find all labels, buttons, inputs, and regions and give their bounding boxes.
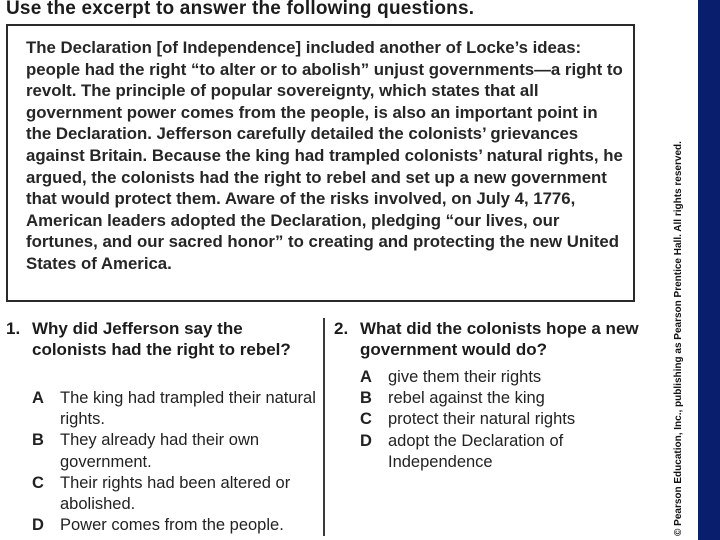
excerpt-box [6,24,635,302]
choice-letter: A [360,368,372,386]
question-2-text: What did the colonists hope a new government would do? [360,319,639,359]
choice-letter: B [360,389,372,408]
choice-1a [32,388,322,430]
choice-letter: D [32,516,44,535]
question-2 [334,318,654,360]
column-divider [323,318,325,536]
choice-1b [32,430,322,472]
question-1-choices [32,388,322,536]
choice-text: Their rights had been altered or abolished. [60,473,291,514]
choice-text: protect their natural rights [388,410,576,429]
question-1 [6,318,306,360]
question-1-number: 1. [6,319,21,338]
choice-letter: B [32,431,44,450]
choice-1c [32,473,322,515]
choice-letter: C [32,473,44,492]
choice-2d [360,431,660,473]
choice-text: They already had their own government. [60,431,260,471]
choice-text: The king had trampled their natural rights. [60,389,316,429]
choice-text: adopt the Declaration of Independence [388,431,564,471]
choice-2a [360,367,660,388]
choice-letter: C [360,410,372,429]
question-2-number: 2. [334,319,349,338]
choice-text: give them their rights [388,368,542,386]
choice-text: Power comes from the people. [60,516,284,535]
choice-2c [360,409,660,430]
choice-letter: D [360,431,372,450]
question-1-text: Why did Jefferson say the colonists had the right to rebel? [32,319,291,359]
choice-letter: A [32,389,44,407]
choice-text: rebel against the king [388,389,545,408]
question-2-choices [360,367,660,473]
excerpt-text: The Declaration [of Independence] included another of Locke’s ideas: people had the right “to alter or to abolish” unjust governments—a right to revolt. The principle of popular sovereignty, which states that all government power comes from the people, is also an important point in the Declaration. Jefferson carefully detailed the colonists’ grievances against Britain. Because the king had trampled colonists’ natural rights, he argued, the colonists had the right to rebel and set up a new government that would protect them. Aware of the risks involved, on July 4, 1776, American leaders adopted the Declaration, pledging “our lives, our fortunes, and our sacred honor” to creating and protecting the new United States of America. [26,38,623,273]
copyright-credit: © Pearson Education, Inc., publishing as Pearson Prentice Hall. All rights reserved. [673,141,684,536]
choice-2b [360,388,660,409]
instruction-heading: Use the excerpt to answer the following questions. [6,0,475,19]
choice-1d [32,515,322,536]
